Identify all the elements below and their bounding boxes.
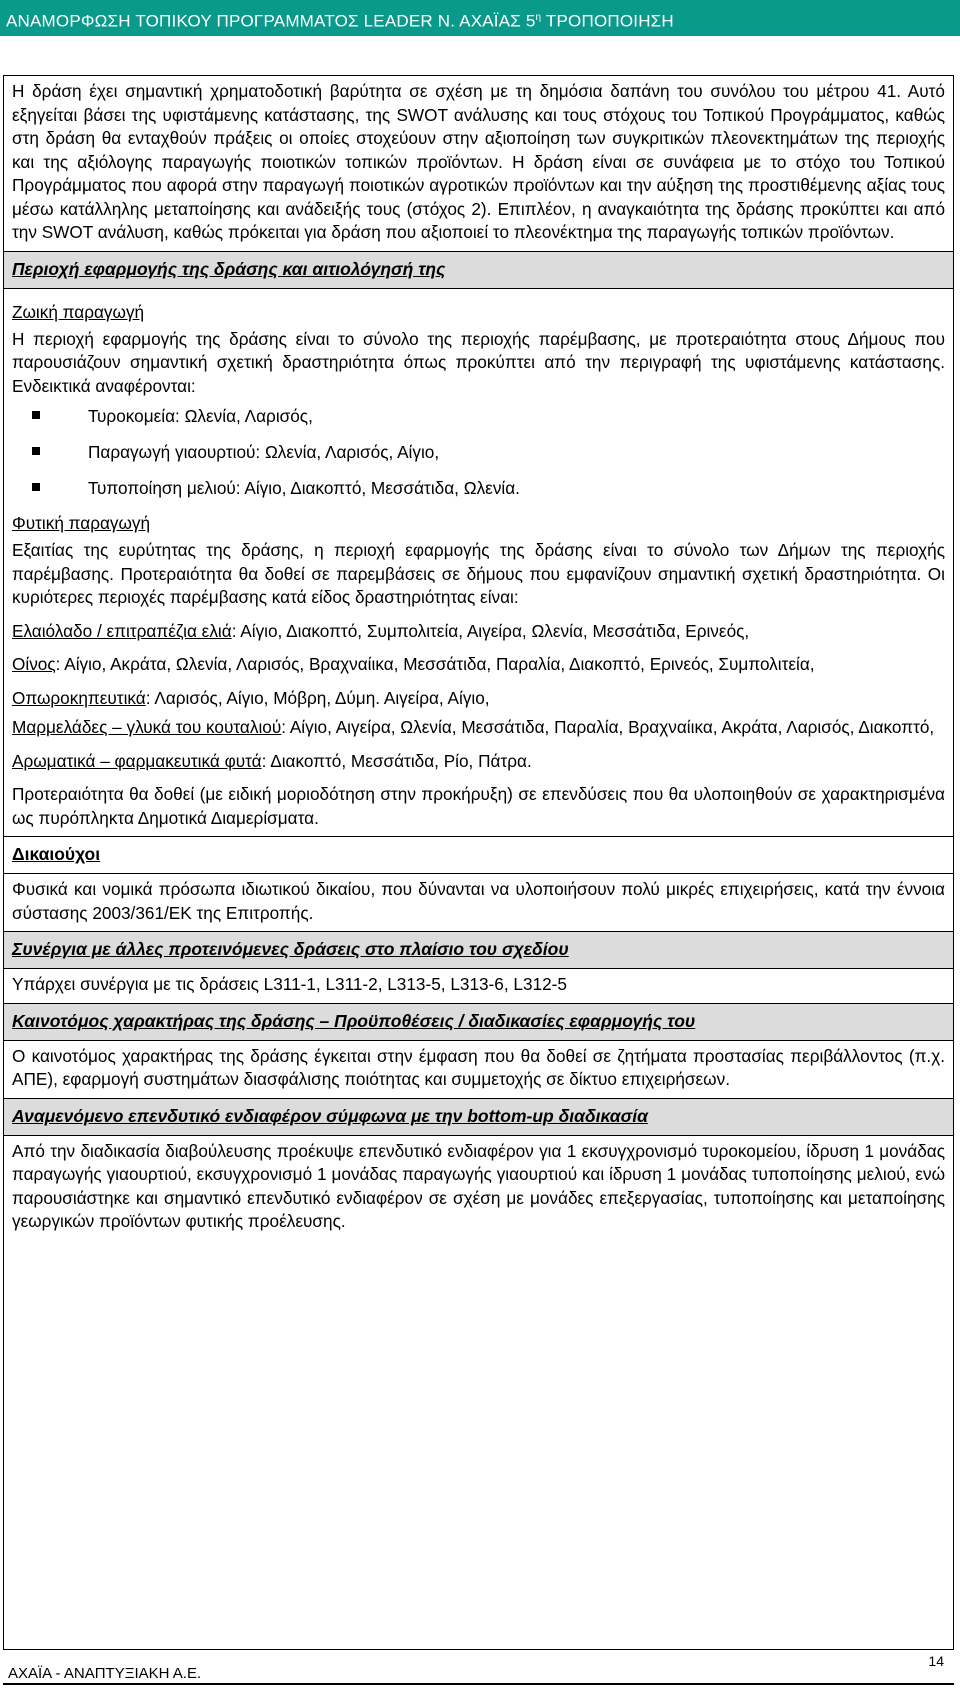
synergy-text: Υπάρχει συνέργια με τις δράσεις L311-1, L311-2, L313-5, L313-6, L312-5 <box>12 974 567 994</box>
animal-bullet-list <box>12 404 945 500</box>
beneficiaries-text: Φυσικά και νομικά πρόσωπα ιδιωτικού δικαίου, που δύνανται να υλοποιήσουν πολύ μικρές επιχειρήσεις, κατά την έννοια σύστασης 2003/361/ΕΚ της Επιτροπής. <box>12 879 945 923</box>
list-item <box>12 404 945 428</box>
plant-production-text: Εξαιτίας της ευρύτητας της δράσης, η περιοχή εφαρμογής της δράσης είναι το σύνολο των Δήμων της περιοχής παρέμβασης. Προτεραιότητα θα δοθεί σε παρεμβάσεις σε δήμους που εμφανίζουν σημαντική σχετική δραστηριότητα. Οι κυριότερες περιοχές παρέμβασης κατά είδος δραστηριότητας είναι: <box>12 540 945 607</box>
plant-production-title: Φυτική παραγωγή <box>12 513 151 533</box>
area-section <box>4 288 953 837</box>
page-number: 14 <box>928 1653 944 1669</box>
innovation-text: Ο καινοτόμος χαρακτήρας της δράσης έγκειται στην έμφαση που θα δοθεί σε ζητήματα προστασίας περιβάλλοντος (π.χ. ΑΠΕ), εφαρμογή συστημάτων διασφάλισης ποιότητας και συμμετοχής σε δίκτυο επιχειρήσεων. <box>12 1045 945 1089</box>
interest-text: Από την διαδικασία διαβούλευσης προέκυψε επενδυτικό ενδιαφέρον για 1 εκσυγχρονισμό τυροκομείου, ίδρυση 1 μονάδας παραγωγής γιαουρτιού, εκσυγχρονισμό 1 μονάδας παραγωγής γιαουρτιού και ίδρυση 1 μονάδας τυποποίησης μελιού, ενώ παρουσιάστηκε και σημαντικό επενδυτικό ενδιαφέρον σε σχέση με μονάδες επεξεργασίας, τυποποίησης και μεταποίησης γεωργικών προϊόντων φυτικής προέλευσης. <box>12 1140 945 1231</box>
beneficiaries-title-row <box>4 836 953 873</box>
bullet-square-icon <box>32 447 40 455</box>
animal-production-title: Ζωική παραγωγή <box>12 301 145 322</box>
footer-divider <box>3 1683 954 1685</box>
crop-areas: : Διακοπτό, Μεσσάτιδα, Ρίο, Πάτρα. <box>261 750 532 771</box>
bullet-text: Παραγωγή γιαουρτιού: Ωλενία, Λαρισός, Αίγιο, <box>88 442 440 462</box>
interest-section <box>4 1135 953 1240</box>
header-title-end: ΤΡΟΠΟΠΟΙΗΣΗ <box>541 11 674 31</box>
area-title-row <box>4 251 953 288</box>
crop-label: Ελαιόλαδο / επιτραπέζια ελιά <box>12 620 232 641</box>
page-header <box>0 0 960 36</box>
crop-areas: : Αίγιο, Ακράτα, Ωλενία, Λαρισός, Βραχναίικα, Μεσσάτιδα, Παραλία, Διακοπτό, Ερινεός, Συμπολιτεία, <box>55 654 815 674</box>
crop-label: Οπωροκηπευτικά <box>12 687 146 708</box>
interest-title: Αναμενόμενο επενδυτικό ενδιαφέρον σύμφωνα με την bottom-up διαδικασία <box>12 1105 648 1126</box>
synergy-title: Συνέργια με άλλες προτεινόμενες δράσεις στο πλαίσιο του σχεδίου <box>12 939 569 959</box>
footer-company: ΑΧΑΪΑ - ΑΝΑΠΤΥΞΙΑΚΗ Α.Ε. <box>8 1665 202 1682</box>
list-item <box>12 476 945 500</box>
crop-areas: : Αίγιο, Διακοπτό, Συμπολιτεία, Αιγείρα, Ωλενία, Μεσσάτιδα, Ερινεός, <box>231 620 750 641</box>
bullet-square-icon <box>32 483 40 491</box>
innovation-title: Καινοτόμος χαρακτήρας της δράσης – Προϋποθέσεις / διαδικασίες εφαρμογής του <box>12 1010 696 1031</box>
intro-section <box>4 76 953 251</box>
bullet-text: Τυροκομεία: Ωλενία, Λαρισός, <box>88 406 313 426</box>
intro-paragraph: Η δράση έχει σημαντική χρηματοδοτική βαρύτητα σε σχέση με τη δημόσια δαπάνη του συνόλου του μέτρου 41. Αυτό εξηγείται βάσει της υφιστάμενης κατάστασης, της SWOT ανάλυσης και τους στόχους του Τοπικού Προγράμματος, καθώς στη δράση θα ενταχθούν πράξεις οι οποίες στοχεύουν στην αξιοποίηση των συγκριτικών πλεονεκτημάτων της περιοχής και της αξιόλογης παραγωγής ποιοτικών τοπικών προϊόντων. Η δράση είναι σε συνάφεια με το στόχο του Τοπικού Προγράμματος που αφορά στην παραγωγή ποιοτικών αγροτικών προϊόντων και την αύξηση της προστιθέμενης αξίας τους μέσω κατάλληλης μεταποίησης και ανάδειξής τους (στόχος 2). Επιπλέον, η αναγκαιότητα της δράσης προκύπτει και από την SWOT ανάλυση, καθώς πρόκειται για δράση που αξιοποιεί το πλεονέκτημα της παραγωγής τοπικών προϊόντων. <box>12 81 945 242</box>
synergy-title-row <box>4 931 953 968</box>
beneficiaries-section <box>4 873 953 931</box>
crop-olive <box>12 620 945 644</box>
crop-label: Αρωματικά – φαρμακευτικά φυτά <box>12 750 262 771</box>
crop-vegetables <box>12 687 945 711</box>
priority-text: Προτεραιότητα θα δοθεί (με ειδική μοριοδότηση στην προκήρυξη) σε επενδύσεις που θα υλοποιηθούν σε χαρακτηρισμένα ως πυρόπληκτα Δημοτικά Διαμερίσματα. <box>12 784 945 828</box>
beneficiaries-title: Δικαιούχοι <box>12 844 101 864</box>
synergy-section <box>4 968 953 1003</box>
innovation-title-row <box>4 1003 953 1040</box>
interest-title-row <box>4 1098 953 1135</box>
crop-areas: : Αίγιο, Αιγείρα, Ωλενία, Μεσσάτιδα, Παραλία, Βραχναίικα, Ακράτα, Λαρισός, Διακοπτό, <box>281 717 935 737</box>
crop-areas: : Λαρισός, Αίγιο, Μόβρη, Δύμη. Αιγείρα, Αίγιο, <box>145 687 490 708</box>
content-frame <box>3 75 954 1650</box>
bullet-text: Τυποποίηση μελιού: Αίγιο, Διακοπτό, Μεσσάτιδα, Ωλενία. <box>88 478 520 498</box>
header-superscript: η <box>535 12 542 23</box>
bullet-square-icon <box>32 411 40 419</box>
crop-label: Οίνος <box>12 654 56 674</box>
animal-production-text: Η περιοχή εφαρμογής της δράσης είναι το σύνολο της περιοχής παρέμβασης, με προτεραιότητα στους Δήμους που παρουσιάζουν σημαντική σχετική δραστηριότητα όπως προκύπτει από την περιγραφή της υφιστάμενης κατάστασης. Ενδεικτικά αναφέρονται: <box>12 328 945 396</box>
crop-label: Μαρμελάδες – γλυκά του κουταλιού <box>12 717 282 737</box>
area-section-title: Περιοχή εφαρμογής της δράσης και αιτιολόγησή της <box>12 258 446 279</box>
list-item <box>12 440 945 464</box>
crop-herbs <box>12 750 945 774</box>
header-title: ΑΝΑΜΟΡΦΩΣΗ ΤΟΠΙΚΟΥ ΠΡΟΓΡΑΜΜΑΤΟΣ LEADER Ν. ΑΧΑΪΑΣ 5 <box>6 11 536 31</box>
innovation-section <box>4 1040 953 1098</box>
crop-wine <box>12 653 945 677</box>
crop-jams <box>12 716 945 740</box>
